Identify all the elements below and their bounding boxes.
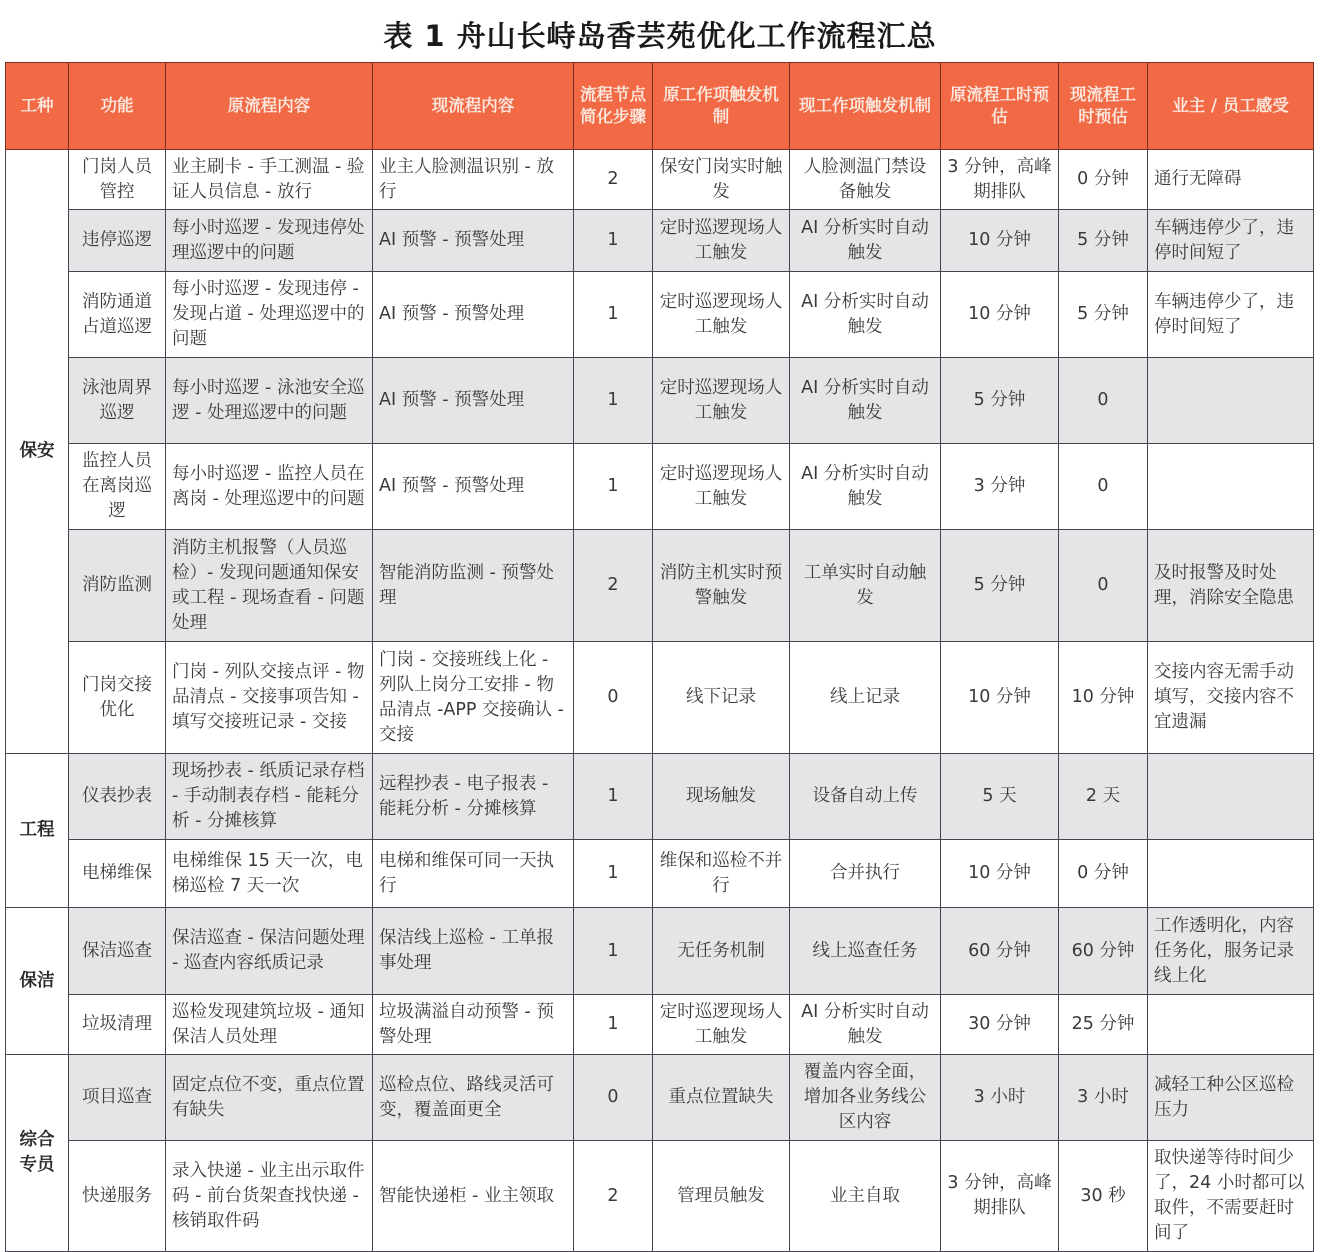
steps-reduced-cell: 2 xyxy=(574,150,653,210)
orig-trigger-cell: 维保和巡检不并行 xyxy=(653,840,790,908)
feedback-cell xyxy=(1148,358,1314,444)
orig-trigger-cell: 线下记录 xyxy=(653,642,790,754)
new-time-cell: 0 xyxy=(1059,444,1148,530)
orig-time-cell: 3 分钟，高峰期排队 xyxy=(941,150,1059,210)
new-time-cell: 0 xyxy=(1059,358,1148,444)
col-header-orig-trigger: 原工作项触发机制 xyxy=(653,63,790,150)
new-process-cell: 保洁线上巡检 - 工单报事处理 xyxy=(373,908,574,995)
orig-trigger-cell: 定时巡逻现场人工触发 xyxy=(653,210,790,272)
new-process-cell: 智能快递柜 - 业主领取 xyxy=(373,1141,574,1252)
orig-trigger-cell: 定时巡逻现场人工触发 xyxy=(653,358,790,444)
feedback-cell: 取快递等待时间少了，24 小时都可以取件，不需要赶时间了 xyxy=(1148,1141,1314,1252)
table-row xyxy=(6,210,1314,272)
feedback-cell xyxy=(1148,995,1314,1055)
function-cell: 门岗人员管控 xyxy=(69,150,166,210)
header-row xyxy=(6,63,1314,150)
new-trigger-cell: AI 分析实时自动触发 xyxy=(790,210,941,272)
new-process-cell: 远程抄表 - 电子报表 - 能耗分析 - 分摊核算 xyxy=(373,754,574,840)
new-time-cell: 3 小时 xyxy=(1059,1055,1148,1141)
new-trigger-cell: AI 分析实时自动触发 xyxy=(790,444,941,530)
new-process-cell: 门岗 - 交接班线上化 - 列队上岗分工安排 - 物品清点 -APP 交接确认 - 交接 xyxy=(373,642,574,754)
new-time-cell: 0 分钟 xyxy=(1059,150,1148,210)
table-row xyxy=(6,908,1314,995)
new-trigger-cell: 工单实时自动触发 xyxy=(790,530,941,642)
feedback-cell: 车辆违停少了，违停时间短了 xyxy=(1148,210,1314,272)
orig-time-cell: 10 分钟 xyxy=(941,272,1059,358)
col-header-new-process: 现流程内容 xyxy=(373,63,574,150)
function-cell: 泳池周界巡逻 xyxy=(69,358,166,444)
new-process-cell: 业主人脸测温识别 - 放行 xyxy=(373,150,574,210)
steps-reduced-cell: 1 xyxy=(574,444,653,530)
orig-process-cell: 业主刷卡 - 手工测温 - 验证人员信息 - 放行 xyxy=(166,150,373,210)
new-process-cell: 巡检点位、路线灵活可变，覆盖面更全 xyxy=(373,1055,574,1141)
new-time-cell: 5 分钟 xyxy=(1059,272,1148,358)
orig-time-cell: 3 分钟，高峰期排队 xyxy=(941,1141,1059,1252)
feedback-cell: 工作透明化，内容任务化，服务记录线上化 xyxy=(1148,908,1314,995)
table-row xyxy=(6,754,1314,840)
new-trigger-cell: 人脸测温门禁设备触发 xyxy=(790,150,941,210)
steps-reduced-cell: 2 xyxy=(574,530,653,642)
function-cell: 电梯维保 xyxy=(69,840,166,908)
table-row xyxy=(6,272,1314,358)
steps-reduced-cell: 2 xyxy=(574,1141,653,1252)
orig-trigger-cell: 保安门岗实时触发 xyxy=(653,150,790,210)
steps-reduced-cell: 1 xyxy=(574,908,653,995)
new-process-cell: AI 预警 - 预警处理 xyxy=(373,444,574,530)
col-header-feedback: 业主 / 员工感受 xyxy=(1148,63,1314,150)
feedback-cell xyxy=(1148,444,1314,530)
steps-reduced-cell: 1 xyxy=(574,754,653,840)
new-trigger-cell: 业主自取 xyxy=(790,1141,941,1252)
new-process-cell: AI 预警 - 预警处理 xyxy=(373,358,574,444)
table-row xyxy=(6,444,1314,530)
orig-process-cell: 每小时巡逻 - 泳池安全巡逻 - 处理巡逻中的问题 xyxy=(166,358,373,444)
feedback-cell: 交接内容无需手动填写，交接内容不宜遗漏 xyxy=(1148,642,1314,754)
new-time-cell: 60 分钟 xyxy=(1059,908,1148,995)
new-process-cell: 智能消防监测 - 预警处理 xyxy=(373,530,574,642)
dept-cell: 工程 xyxy=(6,754,69,908)
new-process-cell: AI 预警 - 预警处理 xyxy=(373,272,574,358)
orig-process-cell: 每小时巡逻 - 发现违停 - 发现占道 - 处理巡逻中的问题 xyxy=(166,272,373,358)
workflow-table xyxy=(5,62,1314,1252)
feedback-cell: 及时报警及时处理，消除安全隐患 xyxy=(1148,530,1314,642)
function-cell: 垃圾清理 xyxy=(69,995,166,1055)
orig-time-cell: 3 小时 xyxy=(941,1055,1059,1141)
new-time-cell: 0 分钟 xyxy=(1059,840,1148,908)
orig-time-cell: 5 分钟 xyxy=(941,358,1059,444)
steps-reduced-cell: 0 xyxy=(574,1055,653,1141)
table-row xyxy=(6,530,1314,642)
feedback-cell: 车辆违停少了，违停时间短了 xyxy=(1148,272,1314,358)
new-time-cell: 30 秒 xyxy=(1059,1141,1148,1252)
feedback-cell xyxy=(1148,754,1314,840)
table-row xyxy=(6,1055,1314,1141)
orig-trigger-cell: 管理员触发 xyxy=(653,1141,790,1252)
new-trigger-cell: AI 分析实时自动触发 xyxy=(790,272,941,358)
table-row xyxy=(6,1141,1314,1252)
steps-reduced-cell: 1 xyxy=(574,272,653,358)
new-trigger-cell: 合并执行 xyxy=(790,840,941,908)
table-row xyxy=(6,995,1314,1055)
orig-trigger-cell: 无任务机制 xyxy=(653,908,790,995)
orig-time-cell: 10 分钟 xyxy=(941,840,1059,908)
function-cell: 项目巡查 xyxy=(69,1055,166,1141)
steps-reduced-cell: 0 xyxy=(574,642,653,754)
new-trigger-cell: 覆盖内容全面，增加各业务线公区内容 xyxy=(790,1055,941,1141)
new-process-cell: AI 预警 - 预警处理 xyxy=(373,210,574,272)
function-cell: 快递服务 xyxy=(69,1141,166,1252)
orig-trigger-cell: 定时巡逻现场人工触发 xyxy=(653,272,790,358)
table-row xyxy=(6,358,1314,444)
orig-time-cell: 60 分钟 xyxy=(941,908,1059,995)
new-time-cell: 2 天 xyxy=(1059,754,1148,840)
orig-trigger-cell: 重点位置缺失 xyxy=(653,1055,790,1141)
dept-cell: 保安 xyxy=(6,150,69,754)
orig-process-cell: 巡检发现建筑垃圾 - 通知保洁人员处理 xyxy=(166,995,373,1055)
new-trigger-cell: AI 分析实时自动触发 xyxy=(790,995,941,1055)
orig-process-cell: 固定点位不变，重点位置有缺失 xyxy=(166,1055,373,1141)
orig-process-cell: 电梯维保 15 天一次，电梯巡检 7 天一次 xyxy=(166,840,373,908)
orig-trigger-cell: 定时巡逻现场人工触发 xyxy=(653,444,790,530)
dept-cell: 综合专员 xyxy=(6,1055,69,1252)
orig-process-cell: 门岗 - 列队交接点评 - 物品清点 - 交接事项告知 - 填写交接班记录 - 交接 xyxy=(166,642,373,754)
col-header-orig-time: 原流程工时预估 xyxy=(941,63,1059,150)
orig-trigger-cell: 定时巡逻现场人工触发 xyxy=(653,995,790,1055)
orig-time-cell: 3 分钟 xyxy=(941,444,1059,530)
col-header-orig-process: 原流程内容 xyxy=(166,63,373,150)
orig-time-cell: 10 分钟 xyxy=(941,642,1059,754)
new-time-cell: 0 xyxy=(1059,530,1148,642)
new-time-cell: 5 分钟 xyxy=(1059,210,1148,272)
new-trigger-cell: AI 分析实时自动触发 xyxy=(790,358,941,444)
orig-process-cell: 现场抄表 - 纸质记录存档 - 手动制表存档 - 能耗分析 - 分摊核算 xyxy=(166,754,373,840)
col-header-dept: 工种 xyxy=(6,63,69,150)
table-title: 表 1 舟山长峙岛香芸苑优化工作流程汇总 xyxy=(383,19,937,53)
col-header-steps-reduced: 流程节点简化步骤 xyxy=(574,63,653,150)
new-time-cell: 25 分钟 xyxy=(1059,995,1148,1055)
orig-process-cell: 每小时巡逻 - 发现违停处理巡逻中的问题 xyxy=(166,210,373,272)
new-trigger-cell: 线上巡查任务 xyxy=(790,908,941,995)
function-cell: 违停巡逻 xyxy=(69,210,166,272)
steps-reduced-cell: 1 xyxy=(574,995,653,1055)
col-header-new-trigger: 现工作项触发机制 xyxy=(790,63,941,150)
orig-time-cell: 5 天 xyxy=(941,754,1059,840)
orig-trigger-cell: 现场触发 xyxy=(653,754,790,840)
orig-trigger-cell: 消防主机实时预警触发 xyxy=(653,530,790,642)
new-process-cell: 电梯和维保可同一天执行 xyxy=(373,840,574,908)
new-trigger-cell: 线上记录 xyxy=(790,642,941,754)
feedback-cell: 通行无障碍 xyxy=(1148,150,1314,210)
steps-reduced-cell: 1 xyxy=(574,840,653,908)
steps-reduced-cell: 1 xyxy=(574,358,653,444)
function-cell: 门岗交接优化 xyxy=(69,642,166,754)
function-cell: 仪表抄表 xyxy=(69,754,166,840)
feedback-cell xyxy=(1148,840,1314,908)
feedback-cell: 减轻工种公区巡检压力 xyxy=(1148,1055,1314,1141)
new-process-cell: 垃圾满溢自动预警 - 预警处理 xyxy=(373,995,574,1055)
function-cell: 保洁巡查 xyxy=(69,908,166,995)
orig-time-cell: 10 分钟 xyxy=(941,210,1059,272)
col-header-function: 功能 xyxy=(69,63,166,150)
orig-time-cell: 30 分钟 xyxy=(941,995,1059,1055)
table-row xyxy=(6,840,1314,908)
table-row xyxy=(6,642,1314,754)
orig-process-cell: 保洁巡查 - 保洁问题处理 - 巡查内容纸质记录 xyxy=(166,908,373,995)
dept-cell: 保洁 xyxy=(6,908,69,1055)
orig-process-cell: 录入快递 - 业主出示取件码 - 前台货架查找快递 - 核销取件码 xyxy=(166,1141,373,1252)
function-cell: 消防通道占道巡逻 xyxy=(69,272,166,358)
table-row xyxy=(6,150,1314,210)
new-trigger-cell: 设备自动上传 xyxy=(790,754,941,840)
col-header-new-time: 现流程工时预估 xyxy=(1059,63,1148,150)
orig-process-cell: 每小时巡逻 - 监控人员在离岗 - 处理巡逻中的问题 xyxy=(166,444,373,530)
function-cell: 监控人员在离岗巡逻 xyxy=(69,444,166,530)
function-cell: 消防监测 xyxy=(69,530,166,642)
new-time-cell: 10 分钟 xyxy=(1059,642,1148,754)
orig-time-cell: 5 分钟 xyxy=(941,530,1059,642)
steps-reduced-cell: 1 xyxy=(574,210,653,272)
orig-process-cell: 消防主机报警（人员巡检）- 发现问题通知保安或工程 - 现场查看 - 问题处理 xyxy=(166,530,373,642)
